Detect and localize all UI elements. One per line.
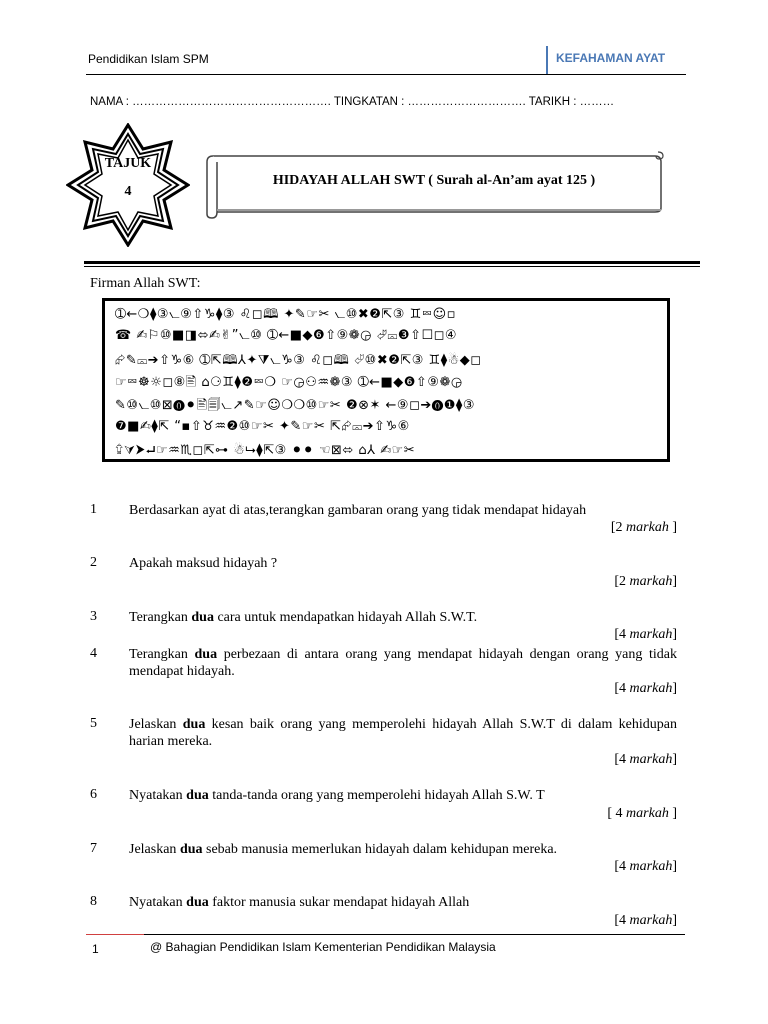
question-text: Jelaskan dua sebab manusia memerlukan hidayah dalam kehidupan mereka.	[129, 842, 558, 857]
question-number: 2	[90, 555, 97, 570]
topic-label: TAJUK	[104, 156, 152, 171]
question-marks: [4 markah]	[614, 913, 677, 928]
header-separator	[546, 46, 548, 74]
verse-line: ❼■✍⧫⇱ “▪⇧♉♒❷⑩☞✂ ✦✎☞✂ ⇱⮳⮹➔⇧♑⑥	[115, 419, 410, 434]
student-info-line: NAMA : ……………………………………………. TINGKATAN : …………………………. TARIKH : ………	[90, 96, 615, 108]
verse-line: ⮸⮛⮞⮠☞♒♏◻⇱⊶ ☃⮡⧫⇱③ ⚫⚫ ☜⊠⬄ ⌂⅄ ✍☞✂	[115, 443, 416, 458]
question-marks: [4 markah]	[614, 752, 677, 767]
section-rule-thick	[84, 261, 700, 264]
footer-rule	[144, 934, 685, 935]
verse-line: ⮳✎⮹➔⇧♑⑥ ➀⇱🕮⅄✦⧩⦦♑③ ♌◻🕮 ⮰⑩✖❷⇱③ ♊⧫☃◆◻	[115, 353, 482, 368]
verse-line: ☎ ✍⚐⑩■◨⬄✍✌”⦦⑩ ➀←■◆❻⇧⑨❁◶ ⮰⮹❸⇧☐◻④	[115, 328, 458, 343]
verse-intro: Firman Allah SWT:	[90, 276, 201, 291]
verse-box	[102, 298, 670, 462]
question-number: 3	[90, 609, 97, 624]
question-text: Terangkan dua perbezaan di antara orang yang mendapat hidayah dengan orang yang tidak mendapat hidayah.	[129, 647, 677, 679]
question-number: 1	[90, 502, 97, 517]
topic-title: HIDAYAH ALLAH SWT ( Surah al-An’am ayat 125 )	[272, 173, 596, 188]
question-text: Berdasarkan ayat di atas,terangkan gambaran orang yang tidak mendapat hidayah	[129, 503, 587, 518]
question-marks: [4 markah]	[614, 859, 677, 874]
question-marks: [2 markah ]	[610, 520, 677, 535]
question-text: Terangkan dua cara untuk mendapatkan hidayah Allah S.W.T.	[129, 610, 478, 625]
header-subject: Pendidikan Islam SPM	[88, 52, 209, 66]
question-text: Jelaskan dua kesan baik orang yang memperolehi hidayah Allah S.W.T di dalam kehidupan harian mereka.	[129, 717, 677, 749]
question-number: 8	[90, 894, 97, 909]
question-number: 4	[90, 646, 97, 661]
page-number: 1	[92, 942, 99, 956]
verse-line: ✎⑩⦦⑩⊠⓿⚫🖹🗐⦦↗✎☞☺❍❍⑩☞✂ ❷⊗✶ ←⑨◻➔⓿❶⧫③	[115, 398, 476, 413]
footer-accent	[86, 934, 144, 935]
section-rule-thin	[84, 266, 700, 267]
header-section: KEFAHAMAN AYAT	[556, 51, 666, 65]
question-marks: [ 4 markah ]	[607, 806, 677, 821]
question-marks: [2 markah]	[614, 574, 677, 589]
verse-line: ☞⮹☸☼◻⑧🖹 ⌂⚆♊⧫❷⮹❍ ☞◶⚇♒❁③ ➀←■◆❻⇧⑨❁◶	[115, 375, 463, 390]
question-text: Apakah maksud hidayah ?	[129, 556, 278, 571]
footer-copyright: @ Bahagian Pendidikan Islam Kementerian Pendidikan Malaysia	[150, 940, 496, 954]
question-marks: [4 markah]	[614, 681, 677, 696]
header-rule	[86, 74, 686, 75]
verse-line: ➀←❍⧫③⦦⑨⇧♑⧫③ ♌◻🕮 ✦✎☞✂ ⦦⑩✖❷⇱③ ♊⮹☺▫	[115, 307, 456, 322]
question-number: 5	[90, 716, 97, 731]
question-number: 6	[90, 787, 97, 802]
question-text: Nyatakan dua tanda-tanda orang yang memperolehi hidayah Allah S.W. T	[129, 788, 545, 803]
question-number: 7	[90, 841, 97, 856]
question-marks: [4 markah]	[614, 627, 677, 642]
question-text: Nyatakan dua faktor manusia sukar mendapat hidayah Allah	[129, 895, 470, 910]
topic-number: 4	[124, 184, 132, 199]
